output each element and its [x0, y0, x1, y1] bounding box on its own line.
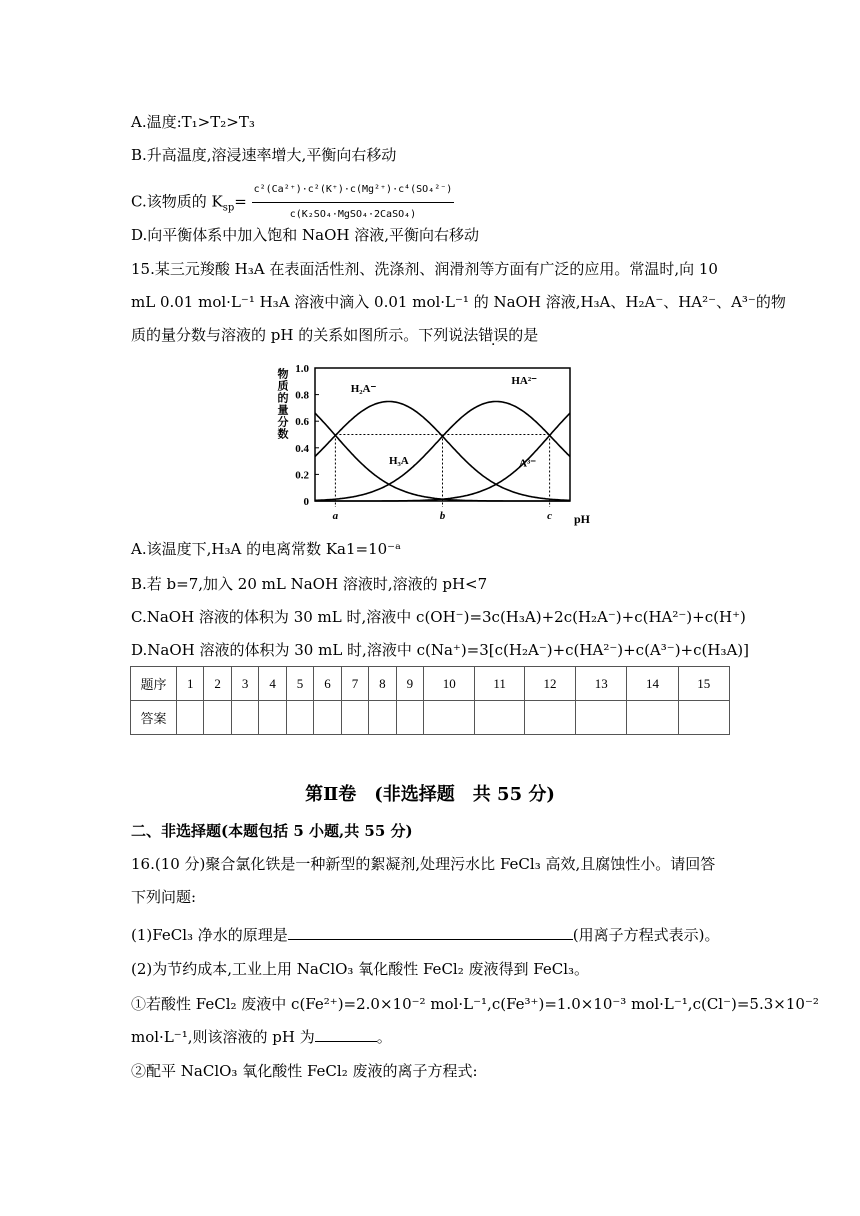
- q15-option-a: A.该温度下,H₃A 的电离常数 Ka1=10⁻ᵃ: [131, 540, 401, 558]
- emphasis-word: 错误: [478, 326, 509, 344]
- question-number-cell: 6: [314, 667, 341, 701]
- q16-part2a-line2: mol·L⁻¹,则该溶液的 pH 为 。: [131, 1028, 392, 1046]
- q16-stem-line2: 下列问题:: [131, 888, 197, 906]
- answer-cell[interactable]: [475, 701, 525, 735]
- question-number-cell: 8: [369, 667, 396, 701]
- q14-option-d: D.向平衡体系中加入饱和 NaOH 溶液,平衡向右移动: [131, 226, 480, 244]
- table-answer-label: 答案: [131, 701, 177, 735]
- answer-cell[interactable]: [341, 701, 368, 735]
- table-row: [131, 667, 730, 701]
- answer-cell[interactable]: [314, 701, 341, 735]
- y-tick-label: 0.6: [295, 416, 309, 429]
- q15-stem-line3: 质的量分数与溶液的 pH 的关系如图所示。下列说法错误的是: [131, 326, 539, 344]
- q16-stem-line1: 16.(10 分)聚合氯化铁是一种新型的絮凝剂,处理污水比 FeCl₃ 高效,且腐蚀性小。请回答: [131, 855, 716, 873]
- section-heading: 二、非选择题(本题包括 5 小题,共 55 分): [131, 822, 413, 840]
- question-number-cell: 3: [231, 667, 258, 701]
- answer-cell[interactable]: [231, 701, 258, 735]
- question-number-cell: 15: [678, 667, 729, 701]
- q14-option-c: C.该物质的 $K_{sp}=$ $\frac{\text{c²(Ca²⁺)·c²(K⁺)·c(Mg²⁺)·c⁴(SO₄²⁻)}}{\text{c(K₂SO₄·MgSO₄·2CaSO₄)}}$: [131, 179, 454, 226]
- y-tick-label: 1.0: [295, 363, 309, 375]
- answer-cell[interactable]: [259, 701, 286, 735]
- question-number-cell: 9: [396, 667, 423, 701]
- answer-cell[interactable]: [286, 701, 313, 735]
- q15-option-b: B.若 b=7,加入 20 mL NaOH 溶液时,溶液的 pH<7: [131, 575, 488, 593]
- question-number-cell: 10: [424, 667, 475, 701]
- y-tick-label: 0.4: [295, 442, 309, 455]
- ksp-numerator: c²(Ca²⁺)·c²(K⁺)·c(Mg²⁺)·c⁴(SO₄²⁻): [252, 179, 455, 203]
- species-distribution-chart: [265, 360, 605, 530]
- q14-option-b: B.升高温度,溶浸速率增大,平衡向右移动: [131, 146, 397, 164]
- question-number-cell: 7: [341, 667, 368, 701]
- q16-part1: (1)FeCl₃ 净水的原理是 (用离子方程式表示)。: [131, 926, 720, 944]
- answer-cell[interactable]: [177, 701, 204, 735]
- plot-area: [295, 363, 590, 526]
- answer-blank[interactable]: [288, 925, 573, 940]
- series-label: A³⁻: [519, 457, 537, 470]
- question-number-cell: 1: [177, 667, 204, 701]
- question-number-cell: 4: [259, 667, 286, 701]
- ksp-denominator: c(K₂SO₄·MgSO₄·2CaSO₄): [289, 209, 417, 220]
- series-label: H₃A: [388, 454, 409, 467]
- y-axis-label: 物质的量分数: [276, 368, 288, 440]
- ksp-fraction: [252, 179, 455, 226]
- question-number-cell: 5: [286, 667, 313, 701]
- answer-cell[interactable]: [396, 701, 423, 735]
- table-row: [131, 701, 730, 735]
- answer-cell[interactable]: [678, 701, 729, 735]
- question-number-cell: 11: [475, 667, 525, 701]
- y-tick-label: 0.8: [295, 389, 309, 402]
- question-number-cell: 14: [627, 667, 678, 701]
- ph-answer-blank[interactable]: [315, 1027, 377, 1042]
- x-axis-label: pH: [574, 512, 591, 526]
- answer-cell[interactable]: [204, 701, 231, 735]
- q14-option-a: A.温度:T₁>T₂>T₃: [131, 113, 255, 131]
- part2-title: 第Ⅱ卷 (非选择题 共 55 分): [305, 784, 555, 805]
- answer-cell[interactable]: [524, 701, 575, 735]
- x-tick-label: c: [547, 510, 553, 522]
- q15-stem-line2: mL 0.01 mol·L⁻¹ H₃A 溶液中滴入 0.01 mol·L⁻¹ 的 NaOH 溶液,H₃A、H₂A⁻、HA²⁻、A³⁻的物: [131, 293, 786, 311]
- x-tick-label: b: [439, 510, 446, 522]
- x-tick-label: a: [332, 510, 339, 522]
- q16-part2b: ②配平 NaClO₃ 氧化酸性 FeCl₂ 废液的离子方程式:: [131, 1062, 478, 1080]
- series-label: HA²⁻: [511, 374, 537, 387]
- q15-stem-line1: 15.某三元羧酸 H₃A 在表面活性剂、洗涤剂、润滑剂等方面有广泛的应用。常温时,向 10: [131, 260, 718, 278]
- y-tick-label: 0: [303, 496, 309, 508]
- answer-cell[interactable]: [576, 701, 627, 735]
- answer-cell[interactable]: [369, 701, 396, 735]
- q15-option-d: D.NaOH 溶液的体积为 30 mL 时,溶液中 c(Na⁺)=3[c(H₂A⁻)+c(HA²⁻)+c(A³⁻)+c(H₃A)]: [131, 641, 749, 659]
- table-header-label: 题序: [131, 667, 177, 701]
- question-number-cell: 13: [576, 667, 627, 701]
- series-label: H₂A⁻: [350, 382, 377, 395]
- answer-cell[interactable]: [424, 701, 475, 735]
- q15-option-c: C.NaOH 溶液的体积为 30 mL 时,溶液中 c(OH⁻)=3c(H₃A)+2c(H₂A⁻)+c(HA²⁻)+c(H⁺): [131, 608, 746, 626]
- q16-part2a-line1: ①若酸性 FeCl₂ 废液中 c(Fe²⁺)=2.0×10⁻² mol·L⁻¹,c(Fe³⁺)=1.0×10⁻³ mol·L⁻¹,c(Cl⁻)=5.3×10⁻²: [131, 995, 819, 1013]
- answer-table: [130, 666, 730, 735]
- question-number-cell: 12: [524, 667, 575, 701]
- question-number-cell: 2: [204, 667, 231, 701]
- y-tick-label: 0.2: [295, 469, 309, 482]
- q16-part2: (2)为节约成本,工业上用 NaClO₃ 氧化酸性 FeCl₂ 废液得到 FeCl₃。: [131, 960, 590, 978]
- answer-cell[interactable]: [627, 701, 678, 735]
